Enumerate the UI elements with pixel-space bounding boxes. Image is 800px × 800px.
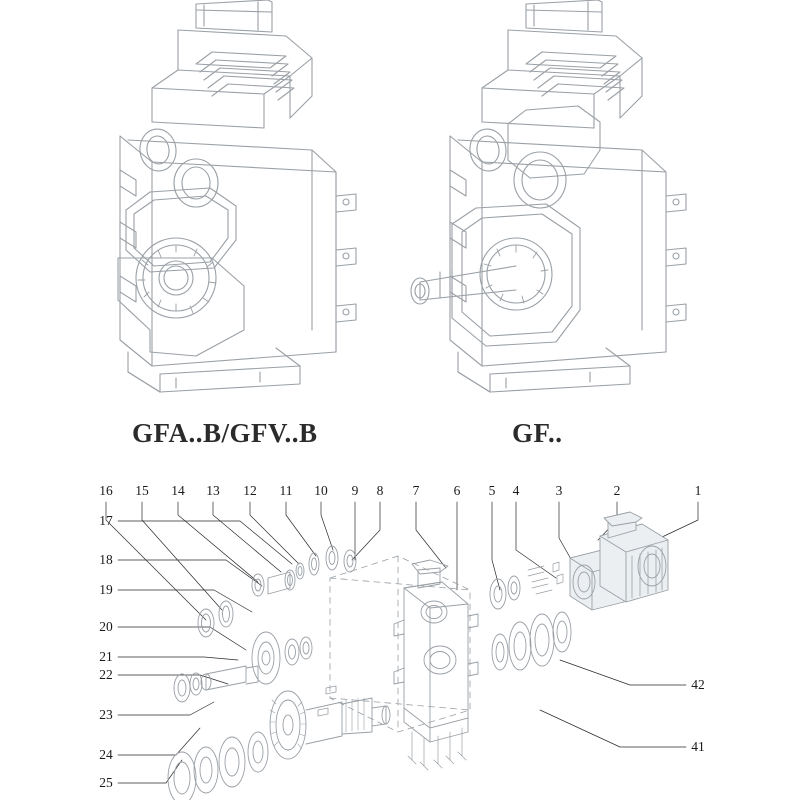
part-label-6: 6 xyxy=(453,483,461,498)
part-label-42: 42 xyxy=(691,677,705,692)
part-label-4: 4 xyxy=(512,483,520,498)
part-label-17: 17 xyxy=(99,513,113,528)
part-label-21: 21 xyxy=(99,649,113,664)
part-label-24: 24 xyxy=(99,747,113,762)
part-label-14: 14 xyxy=(171,483,185,498)
caption-left: GFA..B/GFV..B xyxy=(132,418,318,448)
part-label-10: 10 xyxy=(314,483,328,498)
part-label-12: 12 xyxy=(243,483,257,498)
part-label-18: 18 xyxy=(99,552,113,567)
caption-right: GF.. xyxy=(512,418,563,448)
part-label-19: 19 xyxy=(99,582,113,597)
gearbox-view-left xyxy=(118,0,356,392)
part-label-16: 16 xyxy=(99,483,113,498)
part-label-13: 13 xyxy=(206,483,220,498)
part-label-1: 1 xyxy=(694,483,702,498)
part-label-23: 23 xyxy=(99,707,113,722)
part-label-5: 5 xyxy=(488,483,496,498)
part-label-15: 15 xyxy=(135,483,149,498)
part-label-11: 11 xyxy=(279,483,293,498)
part-label-7: 7 xyxy=(412,483,420,498)
part-label-41: 41 xyxy=(691,739,705,754)
part-label-8: 8 xyxy=(376,483,384,498)
exploded-view-area xyxy=(0,460,800,800)
part-label-9: 9 xyxy=(351,483,359,498)
part-label-3: 3 xyxy=(555,483,563,498)
part-label-22: 22 xyxy=(99,667,113,682)
gearbox-view-right xyxy=(411,0,686,392)
part-label-2: 2 xyxy=(613,483,621,498)
part-label-25: 25 xyxy=(99,775,113,790)
exploded-parts-drawing xyxy=(0,460,800,800)
part-label-20: 20 xyxy=(99,619,113,634)
